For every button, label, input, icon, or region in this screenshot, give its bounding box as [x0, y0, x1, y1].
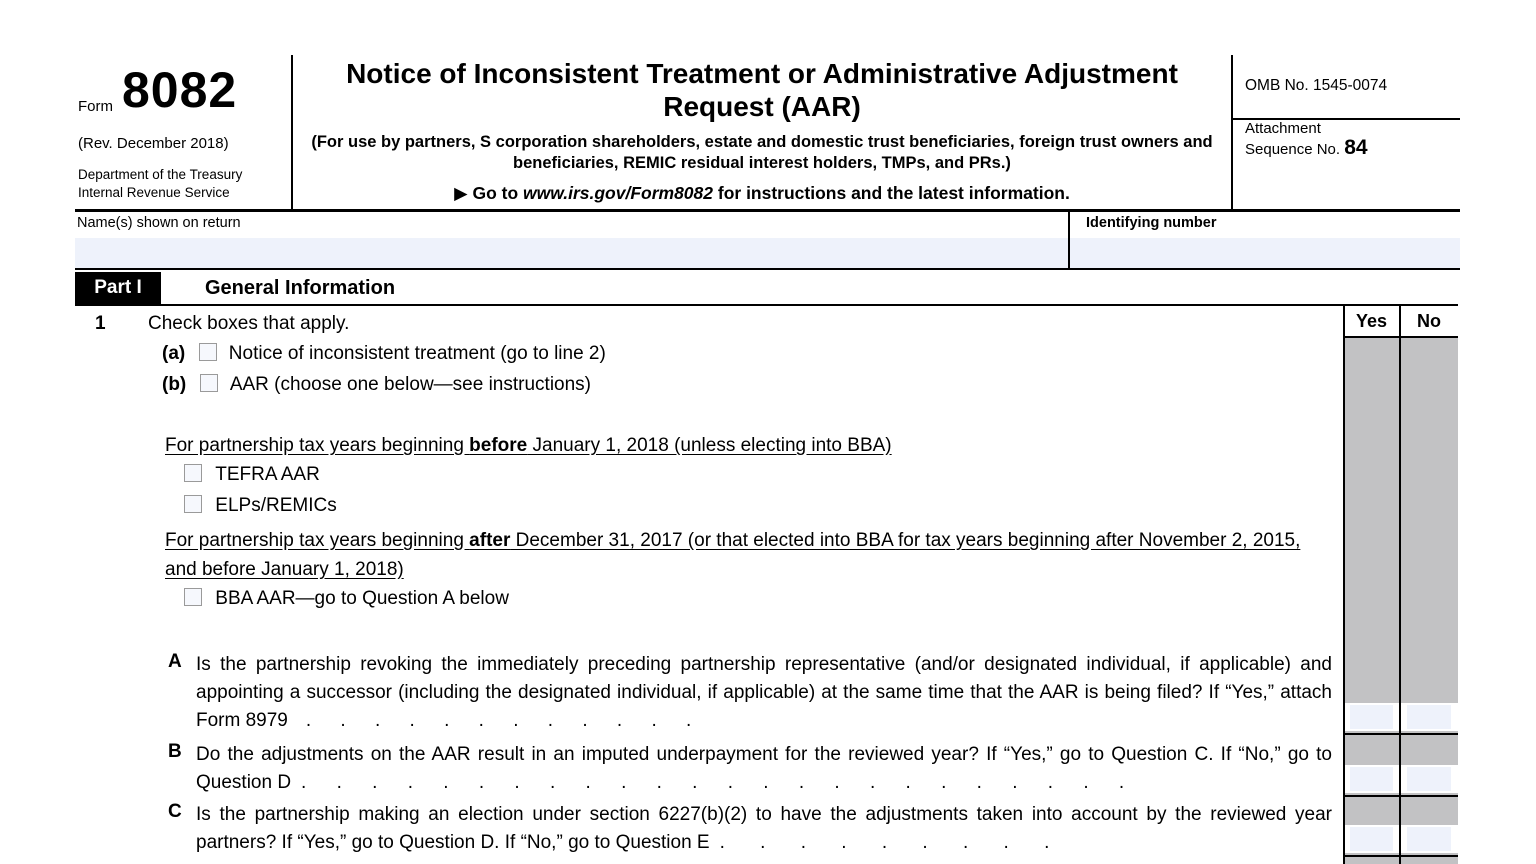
name-input-area[interactable] — [75, 238, 1460, 268]
part1-badge: Part I — [75, 272, 161, 304]
form-title: Notice of Inconsistent Treatment or Administrative Adjustment Request (AAR) — [346, 58, 1178, 122]
attachment-line1: Attachment — [1245, 120, 1321, 137]
attachment-number: 84 — [1344, 136, 1368, 159]
yes-column-left-border — [1343, 306, 1345, 864]
omb-divider — [1233, 118, 1460, 120]
checkbox-bba[interactable] — [184, 588, 202, 606]
bba-row — [184, 586, 509, 612]
before-group-heading: For partnership tax years beginning before January 1, 2018 (unless electing into BBA) — [165, 435, 892, 456]
question-b-text: Do the adjustments on the AAR result in an imputed underpayment for the reviewed year? If “Yes,” go to Question C. If “No,” go to Question D . . . . . . . . . . . . . . . . . . . . . . . . — [196, 744, 1332, 793]
name-row-divider — [1068, 211, 1070, 268]
item-a-letter: (a) — [162, 343, 186, 364]
answer-cell-a-no[interactable] — [1407, 705, 1451, 729]
arrow-right-icon: ▶ — [454, 183, 468, 203]
name-label: Name(s) shown on return — [77, 215, 241, 231]
identifying-number-label: Identifying number — [1086, 215, 1217, 231]
item-b-label: AAR (choose one below—see instructions) — [229, 374, 592, 395]
elps-row — [184, 493, 337, 519]
header-rule — [75, 209, 1460, 212]
elps-label: ELPs/REMICs — [215, 495, 337, 516]
irs-url-link[interactable]: www.irs.gov/Form8082 — [523, 183, 714, 203]
form-id-block — [75, 55, 293, 209]
question-a-text: Is the partnership revoking the immediately preceding partnership representative (and/or designated individual, if applicable) and appointing a successor (including the designated individual, if applicable) at the same time that the AAR is being filed? If “Yes,” attach Form 8979 . . . . . . . . . . . . — [196, 654, 1332, 731]
no-column-header: No — [1417, 310, 1441, 331]
question-b-letter: B — [168, 741, 182, 762]
yes-no-divider — [1399, 306, 1401, 864]
checkbox-1a[interactable] — [199, 343, 217, 361]
agency-line1: Department of the Treasury — [78, 167, 243, 182]
line1-item-a — [162, 341, 606, 367]
form-word: Form — [78, 98, 113, 115]
omb-block — [1233, 55, 1460, 209]
answer-cell-c-no[interactable] — [1407, 827, 1451, 851]
checkbox-1b[interactable] — [200, 374, 218, 392]
goto-line: ▶ Go to www.irs.gov/Form8082 for instructions and the latest information. — [454, 183, 1070, 203]
question-a-letter: A — [168, 651, 182, 672]
question-c-letter: C — [168, 801, 182, 822]
line1-text: Check boxes that apply. — [148, 313, 350, 334]
question-b-dot-leader: . . . . . . . . . . . . . . . . . . . . . . . . — [301, 772, 1125, 793]
checkbox-tefra[interactable] — [184, 464, 202, 482]
form-title-block — [293, 55, 1233, 209]
agency-line2: Internal Revenue Service — [78, 185, 230, 200]
line1-item-b — [162, 372, 591, 398]
name-row-rule — [75, 268, 1460, 270]
checkbox-elps[interactable] — [184, 495, 202, 513]
item-a-label: Notice of inconsistent treatment (go to line 2) — [228, 343, 606, 364]
answer-cell-b-yes[interactable] — [1350, 767, 1393, 791]
line1-number: 1 — [95, 313, 106, 334]
omb-number: OMB No. 1545-0074 — [1245, 77, 1388, 94]
question-a-dot-leader: . . . . . . . . . . . . — [305, 710, 692, 731]
form-revision: (Rev. December 2018) — [78, 135, 229, 152]
tefra-label: TEFRA AAR — [215, 464, 320, 485]
question-c-dot-leader: . . . . . . . . . — [719, 832, 1050, 853]
yes-no-column — [1343, 306, 1458, 864]
yes-no-header-rule — [1343, 336, 1458, 338]
after-group-heading: For partnership tax years beginning after December 31, 2017 (or that elected into BBA for tax years beginning after November 2, 2015, and before January 1, 2018) — [165, 530, 1301, 580]
answer-cell-b-no[interactable] — [1407, 767, 1451, 791]
part1-title: General Information — [205, 277, 396, 299]
part1-rule — [75, 304, 1458, 306]
answer-cell-c-yes[interactable] — [1350, 827, 1393, 851]
form-number: 8082 — [122, 62, 238, 118]
tefra-row — [184, 462, 320, 488]
bba-label: BBA AAR—go to Question A below — [215, 588, 509, 609]
attachment-line2: Sequence No. — [1245, 141, 1341, 158]
yes-column-header: Yes — [1355, 310, 1388, 331]
form-subtitle: (For use by partners, S corporation shareholders, estate and domestic trust beneficiaries, foreign trust owners and beneficiaries, REMIC residual interest holders, TMPs, and PRs.) — [311, 133, 1213, 172]
answer-cell-a-yes[interactable] — [1350, 705, 1393, 729]
question-c-text: Is the partnership making an election under section 6227(b)(2) to have the adjustments taken into account by the reviewed year partners? If “Yes,” go to Question D. If “No,” go to Question E . . . . . . . . . — [196, 804, 1332, 853]
item-b-letter: (b) — [162, 374, 187, 395]
